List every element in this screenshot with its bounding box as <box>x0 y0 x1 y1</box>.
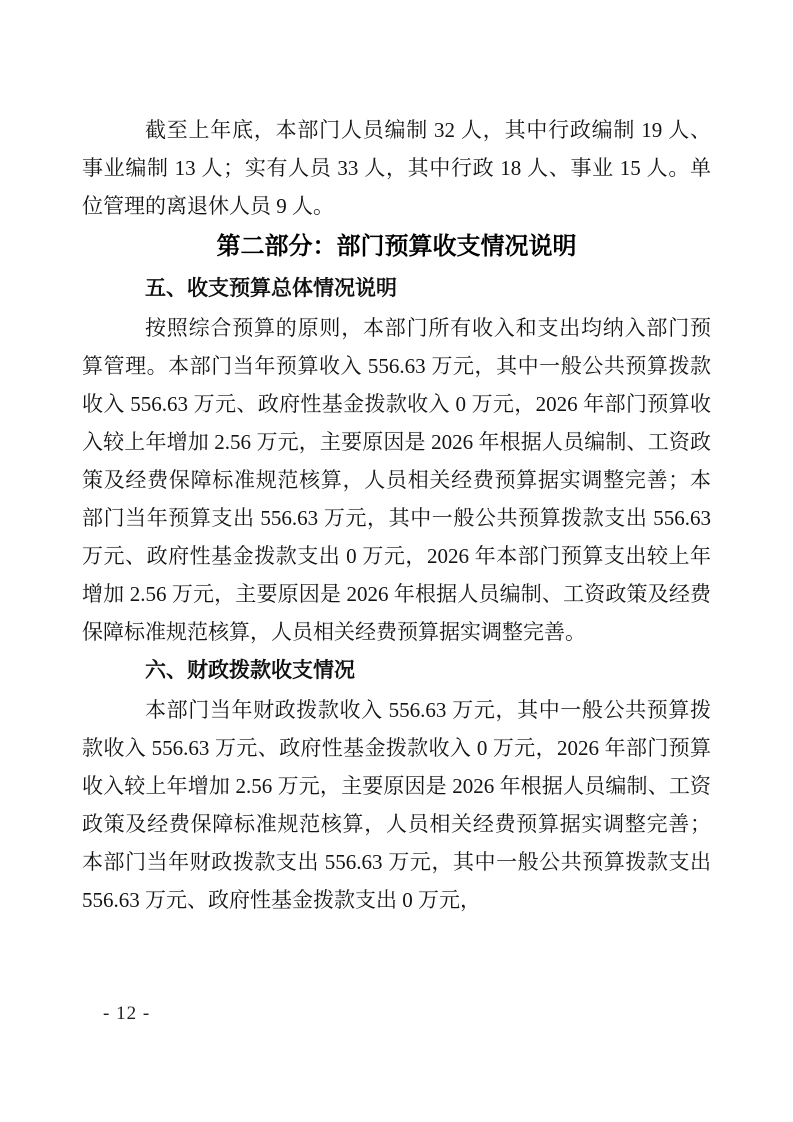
paragraph-fiscal-appropriation: 本部门当年财政拨款收入 556.63 万元，其中一般公共预算拨款收入 556.63 万元、政府性基金拨款收入 0 万元，2026 年部门预算收入较上年增加 2.56 万元，主要原因是 2026 年根据人员编制、工资政策及经费保障标准规范核算，人员相关经费预算据实调整完善；本部门当年财政拨款支出 556.63 万元，其中一般公共预算拨款支出 556.63 万元、政府性基金拨款支出 0 万元， <box>82 698 711 912</box>
document-content <box>82 111 711 919</box>
page-number: - 12 - <box>103 1003 151 1024</box>
heading-section-six: 六、财政拨款收支情况 <box>145 659 355 682</box>
heading-section-five: 五、收支预算总体情况说明 <box>145 277 397 300</box>
paragraph-personnel-staffing: 截至上年底，本部门人员编制 32 人，其中行政编制 19 人、事业编制 13 人；实有人员 33 人，其中行政 18 人、事业 15 人。单位管理的离退休人员 9 人。 <box>82 118 711 218</box>
part-two-section-title: 第二部分：部门预算收支情况说明 <box>216 234 577 260</box>
paragraph-budget-overview: 按照综合预算的原则，本部门所有收入和支出均纳入部门预算管理。本部门当年预算收入 556.63 万元，其中一般公共预算拨款收入 556.63 万元、政府性基金拨款收入 0 万元，2026 年部门预算收入较上年增加 2.56 万元，主要原因是 2026 年根据人员编制、工资政策及经费保障标准规范核算，人员相关经费预算据实调整完善；本部门当年预算支出 556.63 万元，其中一般公共预算拨款支出 556.63 万元、政府性基金拨款支出 0 万元，2026 年本部门预算支出较上年增加 2.56 万元，主要原因是 2026 年根据人员编制、工资政策及经费保障标准规范核算，人员相关经费预算据实调整完善。 <box>82 316 711 644</box>
